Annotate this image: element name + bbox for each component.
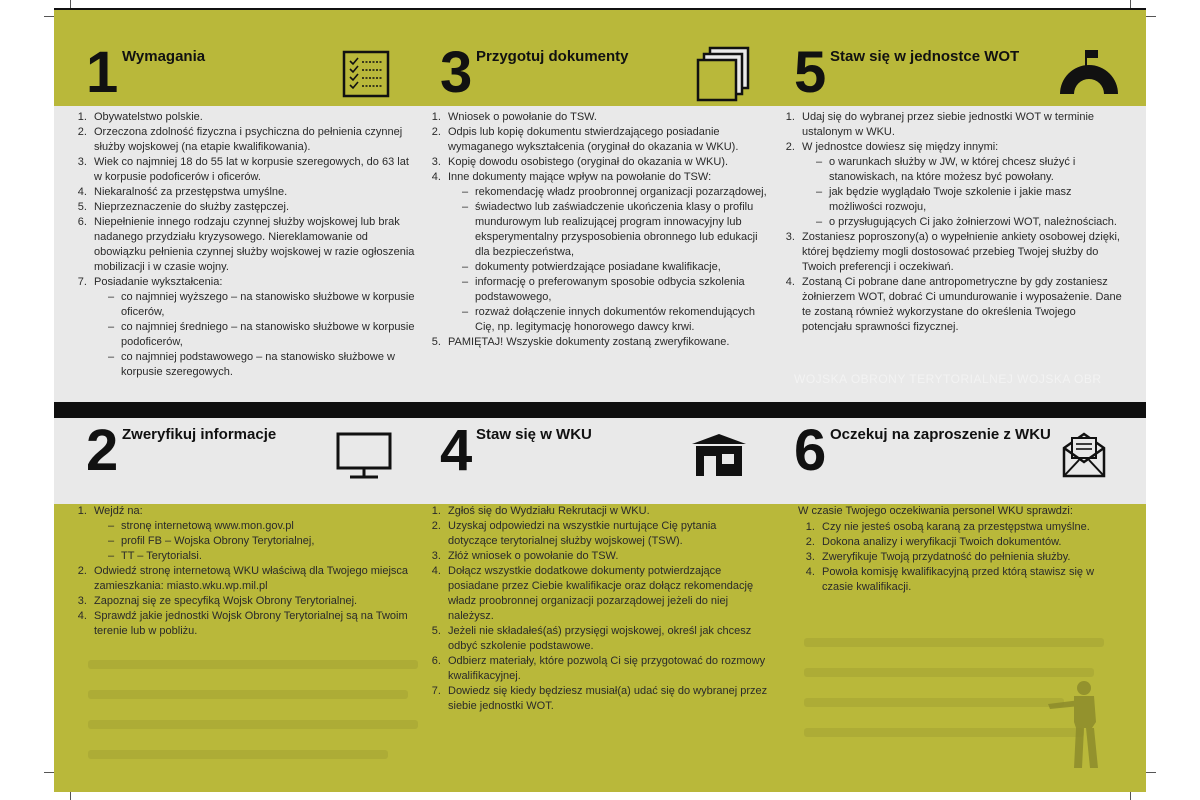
list-item: 3. Złóż wniosek o powołanie do TSW. bbox=[444, 549, 768, 564]
list-item: 3. Zostaniesz poproszony(a) o wypełnienie ankiety osobowej dzięki, której będziemy mogli dostosować przebieg Twojej służby do Twoich preferencji i oczekiwań. bbox=[798, 230, 1122, 275]
list-item-label: Inne dokumenty mające wpływ na powołanie do TSW: bbox=[448, 171, 712, 183]
section-4-body bbox=[424, 504, 768, 714]
sub-item: – rozważ dołączenie innych dokumentów rekomendujących Cię, np. legitymację honorowego dawcy krwi. bbox=[462, 305, 768, 335]
building-icon bbox=[690, 432, 748, 483]
sub-item: – rekomendację władz proobronnej organizacji pozarządowej, bbox=[462, 185, 768, 200]
list-item: 2. Odpis lub kopię dokumentu stwierdzającego posiadanie wymaganego wykształcenia (oryginał do okazania w WKU). bbox=[444, 125, 768, 155]
list-item: 1. Obywatelstwo polskie. bbox=[90, 110, 418, 125]
section-title: Przygotuj dokumenty bbox=[476, 48, 629, 65]
section-1-header bbox=[86, 40, 396, 114]
sub-item: – świadectwo lub zaświadczenie ukończenia klasy o profilu mundurowym lub realizującej program innowacyjny lub eksperymentalny przysposobienia obronnego lub edukacji dla bezpieczeństwa, bbox=[462, 200, 768, 260]
section-number: 5 bbox=[794, 40, 827, 105]
list-item-label: Posiadanie wykształcenia: bbox=[94, 276, 223, 288]
list-item bbox=[798, 140, 1122, 230]
envelope-letter-icon bbox=[1062, 428, 1106, 483]
list-item bbox=[90, 275, 418, 380]
ghost-line bbox=[88, 720, 418, 729]
sub-item: – stronę internetową www.mon.gov.pl bbox=[108, 519, 418, 534]
section-number: 2 bbox=[86, 418, 119, 483]
watermark-text: WOJSKA OBRONY TERYTORIALNEJ WOJSKA OBR bbox=[794, 372, 1102, 386]
sub-item: – co najmniej wyższego – na stanowisko służbowe w korpusie oficerów, bbox=[108, 290, 418, 320]
sub-item: – informację o preferowanym sposobie odbycia szkolenia podstawowego, bbox=[462, 275, 768, 305]
section-6-header bbox=[794, 418, 1134, 492]
crop-mark bbox=[44, 772, 54, 773]
list-item: 4. Dołącz wszystkie dodatkowe dokumenty potwierdzające posiadane przez Ciebie kwalifikacje oraz dołącz rekomendację władz proobronnej organizacji pozarządowej jeżeli do niej należysz. bbox=[444, 564, 768, 624]
list-item: 2. Odwiedź stronę internetową WKU właściwą dla Twojego miejsca zamieszkania: miasto.wku.wp.mil.pl bbox=[90, 564, 418, 594]
ghost-line bbox=[804, 728, 1084, 737]
section-5-header bbox=[794, 40, 1134, 114]
list-item: 6. Odbierz materiały, które pozwolą Ci się przygotować do rozmowy kwalifikacyjnej. bbox=[444, 654, 768, 684]
list-item: 2. Orzeczona zdolność fizyczna i psychiczna do pełnienia czynnej służby wojskowej (na etapie kwalifikowania). bbox=[90, 125, 418, 155]
list-item: 3. Kopię dowodu osobistego (oryginał do okazania w WKU). bbox=[444, 155, 768, 170]
list-item: 4. Powoła komisję kwalifikacyjną przed którą stawisz się w czasie kwalifikacji. bbox=[818, 565, 1128, 595]
section-title: Staw się w WKU bbox=[476, 426, 592, 443]
sub-item: – o przysługujących Ci jako żołnierzowi WOT, należnościach. bbox=[816, 215, 1122, 230]
ghost-line bbox=[88, 690, 408, 699]
section-6-body bbox=[798, 504, 1128, 595]
list-item: 6. Niepełnienie innego rodzaju czynnej służby wojskowej lub brak nadanego przydziału kryzysowego. Niereklamowanie od obowiązku pełnienia czynnej służby wojskowej w razie ogłoszenia mobilizacji i w czasie wojny. bbox=[90, 215, 418, 275]
helmet-flag-icon bbox=[1058, 46, 1120, 101]
section-2-body bbox=[70, 504, 418, 639]
sub-item: – co najmniej średniego – na stanowisko służbowe w korpusie podoficerów, bbox=[108, 320, 418, 350]
section-1-body bbox=[70, 110, 418, 380]
section-number: 4 bbox=[440, 418, 473, 483]
section-number: 1 bbox=[86, 40, 119, 105]
checklist-icon bbox=[342, 50, 390, 103]
leaflet-sheet bbox=[54, 10, 1146, 792]
sub-item: – dokumenty potwierdzające posiadane kwalifikacje, bbox=[462, 260, 768, 275]
crop-mark bbox=[70, 792, 71, 800]
list-item: 4. Zostaną Ci pobrane dane antropometryczne by gdy zostaniesz żołnierzem WOT, dobrać Ci umundurowanie i wyposażenie. Dane te zostaną również wykorzystane do określenia Twojego potencjału sprawności fizycznej. bbox=[798, 275, 1122, 335]
list-item-label: Wejdź na: bbox=[94, 505, 143, 517]
section-3-header bbox=[440, 40, 760, 114]
ghost-line bbox=[804, 638, 1104, 647]
list-item: 1. Czy nie jesteś osobą karaną za przestępstwa umyślne. bbox=[818, 520, 1128, 535]
ghost-line bbox=[804, 698, 1064, 707]
section-5-body bbox=[778, 110, 1122, 335]
sub-item: – jak będzie wyglądało Twoje szkolenie i jakie masz możliwości rozwoju, bbox=[816, 185, 1122, 215]
crop-mark bbox=[1130, 792, 1131, 800]
list-item: 1. Zgłoś się do Wydziału Rekrutacji w WKU. bbox=[444, 504, 768, 519]
list-item: 3. Zapoznaj się ze specyfiką Wojsk Obrony Terytorialnej. bbox=[90, 594, 418, 609]
list-item: 5. Jeżeli nie składałeś(aś) przysięgi wojskowej, określ jak chcesz odbyć szkolenie podstawowe. bbox=[444, 624, 768, 654]
list-item: 1. Udaj się do wybranej przez siebie jednostki WOT w terminie ustalonym w WKU. bbox=[798, 110, 1122, 140]
section-title: Oczekuj na zaproszenie z WKU bbox=[830, 426, 1051, 443]
list-item: 4. Niekaralność za przestępstwa umyślne. bbox=[90, 185, 418, 200]
section-2-header bbox=[86, 418, 396, 492]
section-title: Wymagania bbox=[122, 48, 206, 65]
list-item bbox=[90, 504, 418, 564]
list-item: 2. Dokona analizy i weryfikacji Twoich dokumentów. bbox=[818, 535, 1128, 550]
list-item: 4. Sprawdź jakie jednostki Wojsk Obrony Terytorialnej są na Twoim terenie lub w pobliżu. bbox=[90, 609, 418, 639]
ghost-line bbox=[88, 750, 388, 759]
ghost-line bbox=[88, 660, 418, 669]
list-item: 3. Zweryfikuje Twoją przydatność do pełnienia służby. bbox=[818, 550, 1128, 565]
monitor-icon bbox=[336, 432, 392, 485]
list-item: 3. Wiek co najmniej 18 do 55 lat w korpusie szeregowych, do 63 lat w korpusie podoficerów i oficerów. bbox=[90, 155, 418, 185]
section-title: Zweryfikuj informacje bbox=[122, 426, 277, 443]
soldier-silhouette-icon bbox=[1046, 678, 1114, 775]
crop-mark bbox=[1130, 0, 1131, 8]
crop-mark bbox=[70, 0, 71, 8]
section-title: Staw się w jednostce WOT bbox=[830, 48, 1020, 65]
list-item: 1. Wniosek o powołanie do TSW. bbox=[444, 110, 768, 125]
documents-icon bbox=[696, 46, 752, 109]
section-3-body bbox=[424, 110, 768, 350]
list-item: 5. PAMIĘTAJ! Wszyskie dokumenty zostaną zweryfikowane. bbox=[444, 335, 768, 350]
section-4-header bbox=[440, 418, 760, 492]
ghost-line bbox=[804, 668, 1094, 677]
section-number: 6 bbox=[794, 418, 827, 483]
sub-item: – co najmniej podstawowego – na stanowisko służbowe w korpusie szeregowych. bbox=[108, 350, 418, 380]
divider-band bbox=[54, 402, 1146, 418]
list-item: 7. Dowiedz się kiedy będziesz musiał(a) udać się do wybranej przez siebie jednostki WOT. bbox=[444, 684, 768, 714]
sub-item: – TT – Terytorialsi. bbox=[108, 549, 418, 564]
crop-mark bbox=[1146, 772, 1156, 773]
list-item: 2. Uzyskaj odpowiedzi na wszystkie nurtujące Cię pytania dotyczące terytorialnej służby wojskowej (TSW). bbox=[444, 519, 768, 549]
list-item bbox=[444, 170, 768, 335]
list-item-label: W jednostce dowiesz się między innymi: bbox=[802, 141, 999, 153]
sub-item: – o warunkach służby w JW, w której chcesz służyć i stanowiskach, na które możesz być powołany. bbox=[816, 155, 1122, 185]
list-item: 5. Nieprzeznaczenie do służby zastępczej. bbox=[90, 200, 418, 215]
section-intro: W czasie Twojego oczekiwania personel WKU sprawdzi: bbox=[798, 505, 1073, 517]
section-number: 3 bbox=[440, 40, 473, 105]
sub-item: – profil FB – Wojska Obrony Terytorialnej, bbox=[108, 534, 418, 549]
